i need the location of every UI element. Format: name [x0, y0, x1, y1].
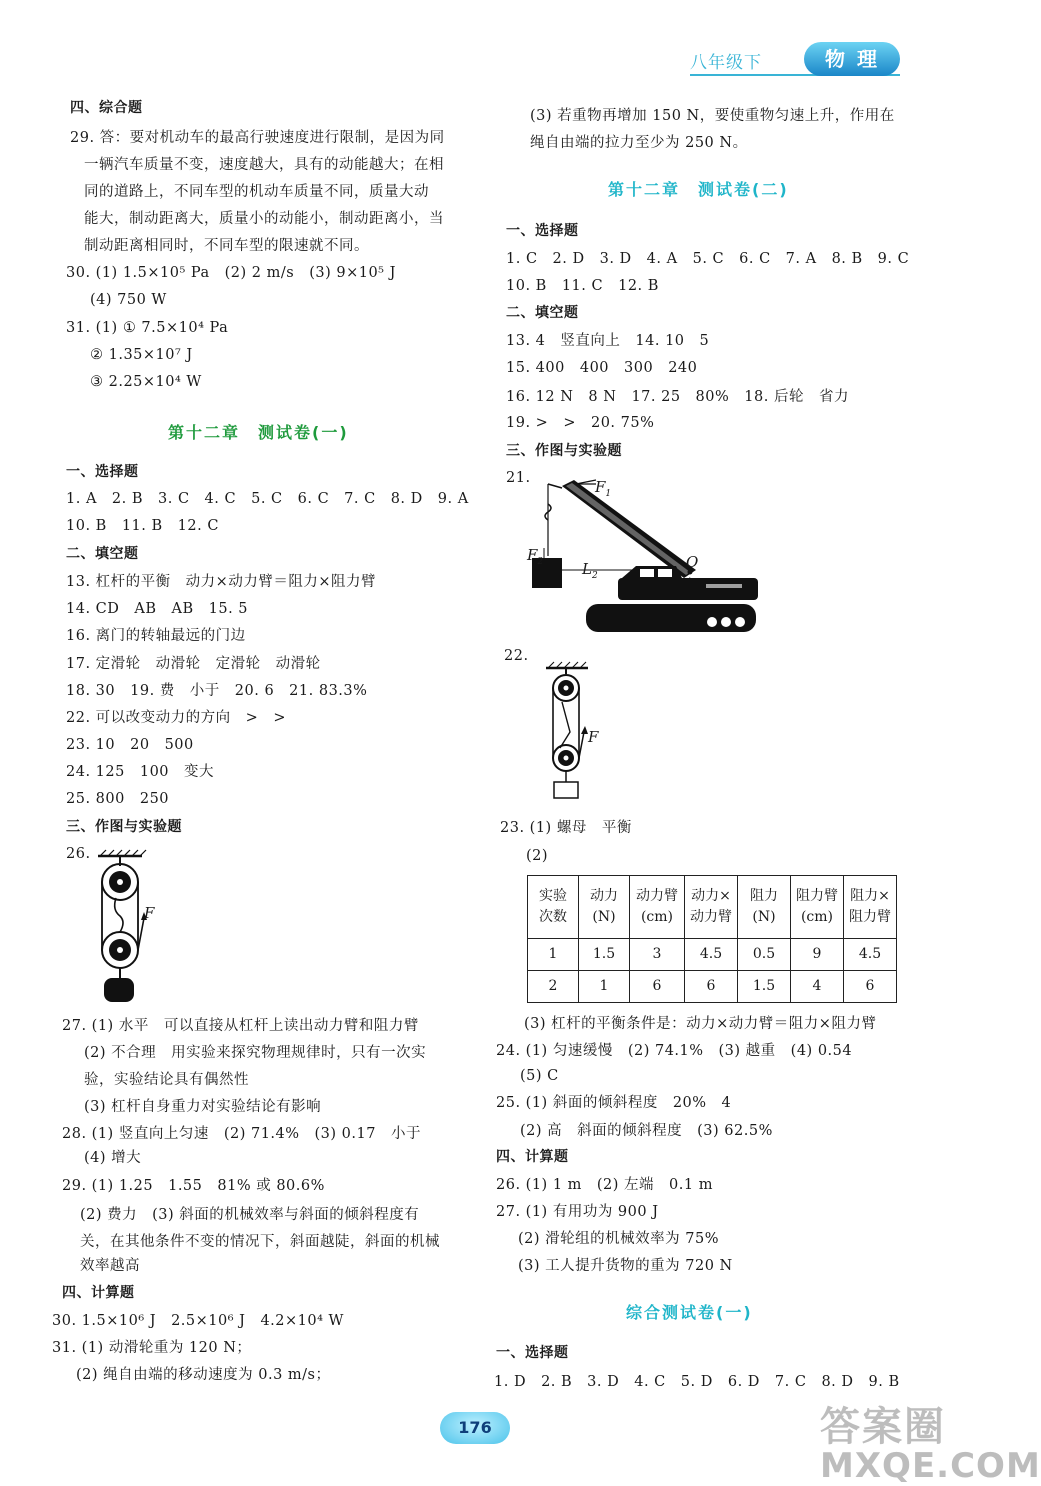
force-label-f: F — [588, 728, 599, 746]
force-label-f1: $F_1$ — [595, 478, 612, 499]
answer-line: 10. B 11. C 12. B — [506, 278, 659, 294]
answer-line: (3) 工人提升货物的重为 720 N — [518, 1258, 733, 1274]
answer-line: 26. — [66, 846, 91, 862]
section-heading: 三、作图与实验题 — [506, 443, 622, 459]
answer-line: ② 1.35×10⁷ J — [90, 347, 193, 363]
table-cell: 4 — [791, 971, 844, 1003]
answer-line: 制动距离相同时，不同车型的限速就不同。 — [84, 238, 369, 254]
answer-line: (5) C — [520, 1068, 559, 1084]
answer-line: 13. 4 竖直向上 14. 10 5 — [506, 333, 710, 349]
table-cell: 4.5 — [844, 939, 897, 971]
answer-line: 1. A 2. B 3. C 4. C 5. C 6. C 7. C 8. D 9. A — [66, 491, 469, 507]
experiment-table — [527, 875, 897, 1003]
answer-line: 21. — [506, 470, 531, 486]
section-heading: 三、作图与实验题 — [66, 819, 182, 835]
table-row — [528, 971, 897, 1003]
answer-line: (3) 若重物再增加 150 N，要使重物匀速上升，作用在 — [530, 108, 895, 124]
answer-line: 17. 定滑轮 动滑轮 定滑轮 动滑轮 — [66, 656, 321, 672]
answer-line: 25. 800 250 — [66, 791, 170, 807]
answer-line: 30. 1.5×10⁶ J 2.5×10⁶ J 4.2×10⁴ W — [52, 1313, 344, 1329]
table-cell: 0.5 — [738, 939, 791, 971]
watermark-logo-text: 答案圈 — [820, 1404, 946, 1450]
section-heading: 一、选择题 — [66, 464, 139, 480]
table-cell: 6 — [844, 971, 897, 1003]
table-cell: 2 — [528, 971, 579, 1003]
section-heading: 一、选择题 — [506, 223, 579, 239]
table-cell: 1.5 — [579, 939, 630, 971]
answer-line: 10. B 11. B 12. C — [66, 518, 219, 534]
force-label-f2: $F_2$ — [527, 546, 544, 567]
table-cell: 1 — [528, 939, 579, 971]
chapter-title: 第十二章 测试卷(一) — [168, 423, 349, 442]
answer-line: 22. — [504, 648, 529, 664]
table-header: 实验 次数 — [528, 876, 579, 939]
answer-line: (4) 750 W — [90, 292, 167, 308]
answer-line: 23. 10 20 500 — [66, 737, 194, 753]
watermark-url: MXQE.COM — [820, 1446, 1041, 1486]
answer-line: 15. 400 400 300 240 — [506, 360, 698, 376]
pulley-system-figure-26 — [90, 850, 170, 1008]
answer-line: 效率越高 — [80, 1258, 140, 1274]
table-header: 动力× 动力臂 — [685, 876, 738, 939]
grade-label: 八年级下 — [690, 53, 762, 73]
answer-line: 29. (1) 1.25 1.55 81% 或 80.6% — [62, 1178, 325, 1194]
answer-line: (2) 绳自由端的移动速度为 0.3 m/s； — [76, 1367, 331, 1383]
table-cell: 4.5 — [685, 939, 738, 971]
watermark — [820, 1395, 1041, 1486]
table-header-row — [528, 876, 897, 939]
answer-line: 同的道路上，不同车型的机动车质量不同，质量大动 — [84, 184, 429, 200]
table-header: 阻力× 阻力臂 — [844, 876, 897, 939]
answer-line: 19. > > 20. 75% — [506, 415, 655, 431]
answer-line: 1. D 2. B 3. D 4. C 5. D 6. D 7. C 8. D 9. B — [494, 1374, 900, 1390]
answer-line: 25. (1) 斜面的倾斜程度 20% 4 — [496, 1095, 732, 1111]
answer-line: 24. 125 100 变大 — [66, 764, 215, 780]
answer-line: 16. 离门的转轴最远的门边 — [66, 628, 246, 644]
section-heading: 一、选择题 — [496, 1345, 569, 1361]
answer-line: (4) 增大 — [84, 1150, 142, 1166]
answer-line: 27. (1) 有用功为 900 J — [496, 1204, 659, 1220]
answer-line: 24. (1) 匀速缓慢 (2) 74.1% (3) 越重 (4) 0.54 — [496, 1043, 853, 1059]
answer-line: 26. (1) 1 m (2) 左端 0.1 m — [496, 1177, 713, 1193]
answer-line: (3) 杠杆的平衡条件是：动力×动力臂＝阻力×阻力臂 — [524, 1016, 877, 1032]
answer-line: 14. CD AB AB 15. 5 — [66, 601, 249, 617]
answer-line: 绳自由端的拉力至少为 250 N。 — [530, 135, 748, 151]
table-cell: 1 — [579, 971, 630, 1003]
table-header: 阻力臂 (cm) — [791, 876, 844, 939]
table-row — [528, 939, 897, 971]
section-title: 综合测试卷(一) — [626, 1303, 753, 1322]
answer-line: 23. (1) 螺母 平衡 — [500, 820, 632, 836]
pivot-label-o: O — [686, 553, 699, 571]
answer-line: 验，实验结论具有偶然性 — [84, 1072, 249, 1088]
answer-line: ③ 2.25×10⁴ W — [90, 374, 202, 390]
chapter-title: 第十二章 测试卷(二) — [608, 180, 789, 199]
table-header: 动力 (N) — [579, 876, 630, 939]
answer-line: 27. (1) 水平 可以直接从杠杆上读出动力臂和阻力臂 — [62, 1018, 419, 1034]
answer-line: 关，在其他条件不变的情况下，斜面越陡，斜面的机械 — [80, 1234, 440, 1250]
section-heading: 四、计算题 — [62, 1285, 135, 1301]
answer-line: 31. (1) 动滑轮重为 120 N； — [52, 1340, 252, 1356]
arm-label-l2: $L_2$ — [582, 560, 598, 581]
answer-line: (2) — [526, 848, 549, 864]
force-label-f: F — [144, 904, 155, 922]
crane-figure-21 — [526, 474, 762, 636]
table-cell: 3 — [630, 939, 685, 971]
answer-line: (3) 杠杆自身重力对实验结论有影响 — [84, 1099, 322, 1115]
answer-line: (2) 不合理 用实验来探究物理规律时，只有一次实 — [84, 1045, 427, 1061]
table-cell: 9 — [791, 939, 844, 971]
answer-line: 13. 杠杆的平衡 动力×动力臂＝阻力×阻力臂 — [66, 574, 376, 590]
answer-line: 1. C 2. D 3. D 4. A 5. C 6. C 7. A 8. B 9. C — [506, 251, 910, 267]
answer-line: (2) 费力 (3) 斜面的机械效率与斜面的倾斜程度有 — [80, 1207, 420, 1223]
section-heading: 二、填空题 — [506, 305, 579, 321]
answer-line: 能大，制动距离大，质量小的动能小，制动距离小，当 — [84, 211, 444, 227]
answer-line: (2) 滑轮组的机械效率为 75% — [518, 1231, 719, 1247]
answer-line: (2) 高 斜面的倾斜程度 (3) 62.5% — [520, 1123, 773, 1139]
section-heading: 四、综合题 — [70, 100, 143, 116]
table-header: 阻力 (N) — [738, 876, 791, 939]
table-header: 动力臂 (cm) — [630, 876, 685, 939]
section-heading: 二、填空题 — [66, 546, 139, 562]
answer-line: 30. (1) 1.5×10⁵ Pa (2) 2 m/s (3) 9×10⁵ J — [66, 265, 396, 281]
answer-line: 一辆汽车质量不变，速度越大，具有的动能越大；在相 — [84, 157, 444, 173]
answer-line: 16. 12 N 8 N 17. 25 80% 18. 后轮 省力 — [506, 389, 849, 405]
answer-line: 31. (1) ① 7.5×10⁴ Pa — [66, 320, 229, 336]
answer-line: 22. 可以改变动力的方向 > > — [66, 710, 286, 726]
table-cell: 1.5 — [738, 971, 791, 1003]
page-number: 176 — [440, 1412, 510, 1444]
answer-line: 29. 答：要对机动车的最高行驶速度进行限制，是因为同 — [70, 130, 445, 146]
answer-line: 28. (1) 竖直向上匀速 (2) 71.4% (3) 0.17 小于 — [62, 1126, 421, 1142]
subject-badge: 物理 — [804, 42, 900, 76]
table-cell: 6 — [630, 971, 685, 1003]
table-cell: 6 — [685, 971, 738, 1003]
answer-line: 18. 30 19. 费 小于 20. 6 21. 83.3% — [66, 683, 368, 699]
section-heading: 四、计算题 — [496, 1149, 569, 1165]
